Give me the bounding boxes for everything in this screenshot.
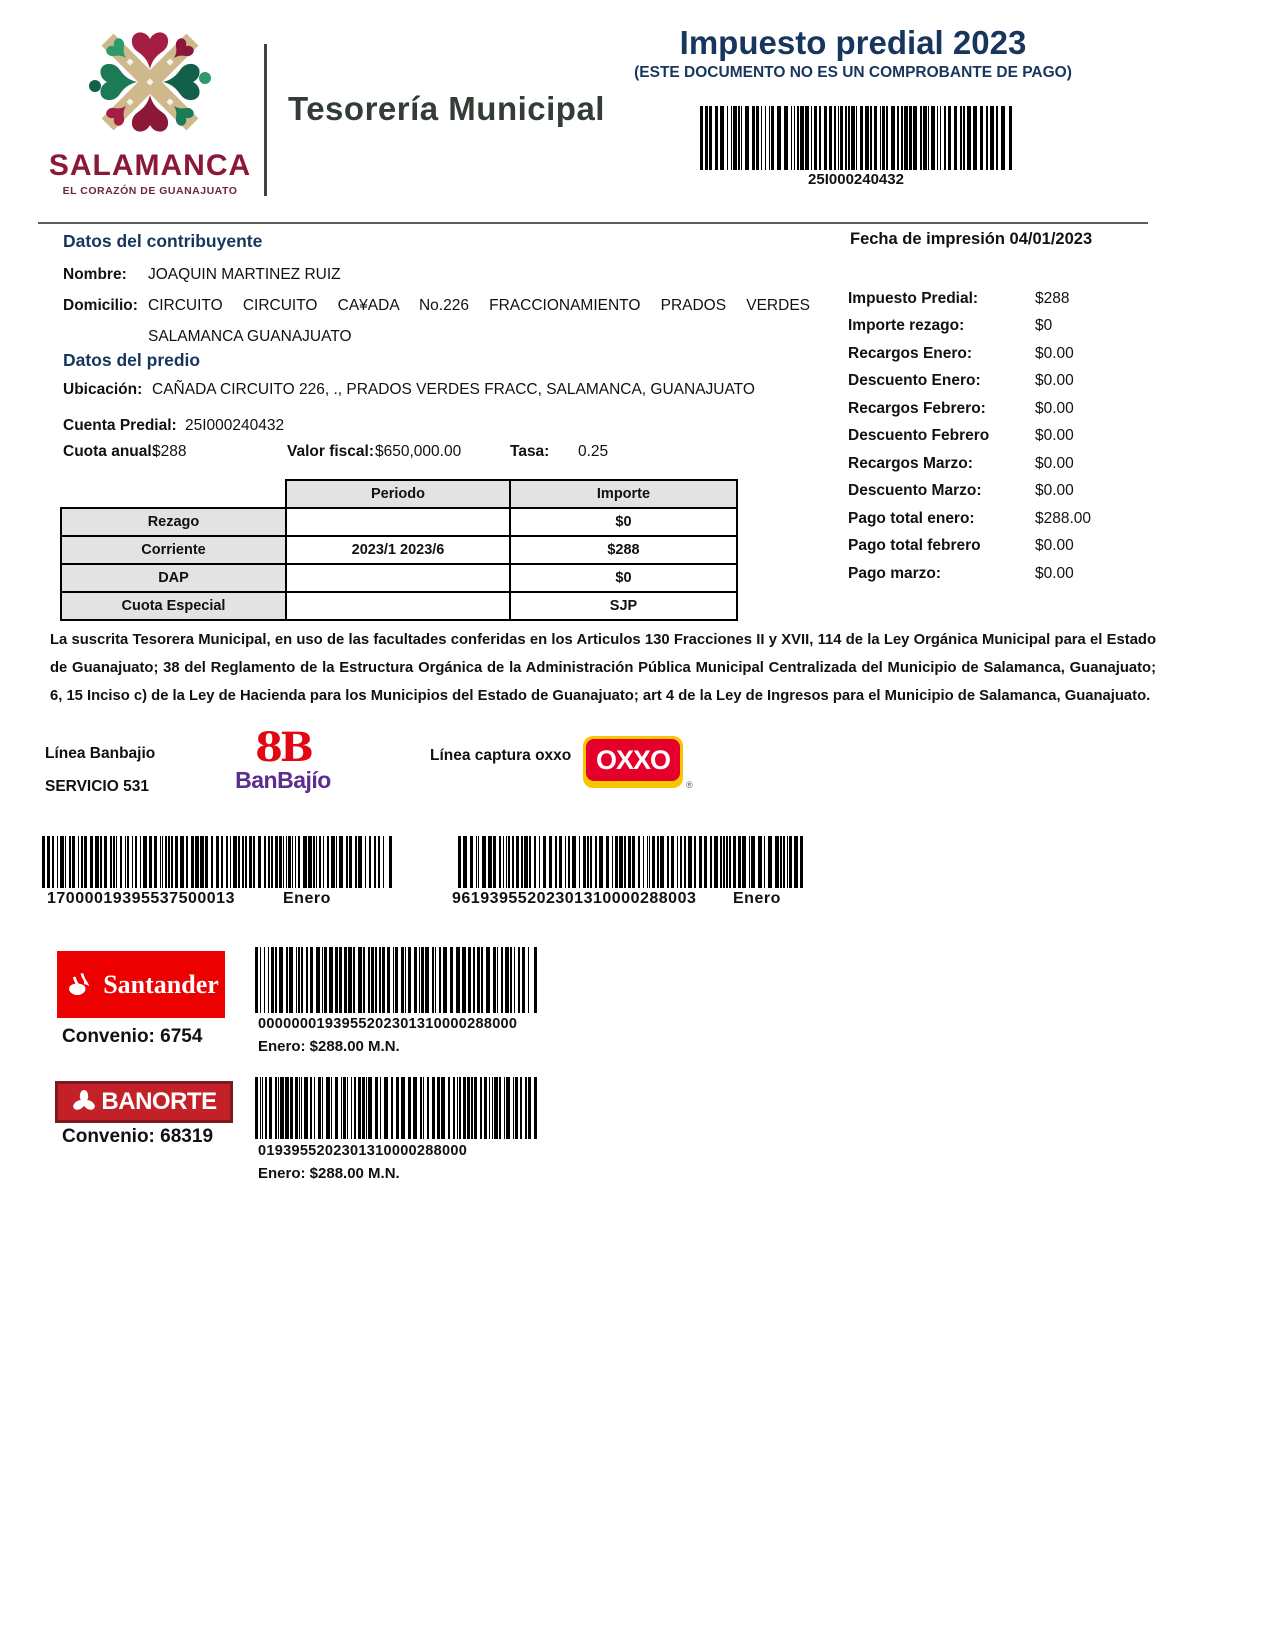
summary-value: $0.00 xyxy=(1035,482,1074,499)
banorte-convenio xyxy=(62,1126,213,1148)
salamanca-logo xyxy=(48,24,252,197)
table-row xyxy=(61,564,737,592)
banorte-convenio-label: Convenio: xyxy=(62,1126,161,1147)
banbajio-month: Enero xyxy=(283,890,331,907)
fiscal-value-label: Valor fiscal: xyxy=(287,443,375,460)
banorte-barcode xyxy=(255,1077,537,1139)
address-line2: SALAMANCA GUANAJUATO xyxy=(148,328,352,345)
row-periodo xyxy=(286,508,510,536)
fiscal-value-value: $650,000.00 xyxy=(375,443,462,460)
santander-convenio xyxy=(62,1026,202,1048)
summary-value: $0.00 xyxy=(1035,345,1074,362)
banorte-barcode-number: 0193955202301310000288000 xyxy=(258,1143,468,1159)
rate-value: 0.25 xyxy=(578,443,609,460)
row-periodo: 2023/1 2023/6 xyxy=(286,536,510,564)
row-importe: $288 xyxy=(510,536,737,564)
brand-tagline: EL CORAZÓN DE GUANAJUATO xyxy=(62,185,238,197)
summary-label: Descuento Enero: xyxy=(848,372,981,389)
page-subtitle: (ESTE DOCUMENTO NO ES UN COMPROBANTE DE PAGO) xyxy=(634,63,1072,81)
santander-convenio-value: 6754 xyxy=(160,1026,203,1047)
print-date-label: Fecha de impresión xyxy=(850,230,1010,248)
summary-label: Impuesto Predial: xyxy=(848,290,979,307)
banorte-amount-line: Enero: $288.00 M.N. xyxy=(258,1165,400,1182)
rate-label: Tasa: xyxy=(510,443,550,460)
oxxo-line-label: Línea captura oxxo xyxy=(430,747,572,764)
address-line1: CIRCUITO CIRCUITO CA¥ADA No.226 FRACCIONAMIENTO PRADOS VERDES xyxy=(148,297,810,314)
summary-value: $0.00 xyxy=(1035,372,1074,389)
summary-value: $0.00 xyxy=(1035,537,1074,554)
account-label: Cuenta Predial: xyxy=(63,417,177,434)
banbajio-logo xyxy=(222,724,344,793)
summary-value: $288.00 xyxy=(1035,510,1092,527)
name-value: JOAQUIN MARTINEZ RUIZ xyxy=(148,266,341,283)
summary-value: $0.00 xyxy=(1035,400,1074,417)
oxxo-logo xyxy=(583,736,683,788)
summary-value: $0 xyxy=(1035,317,1053,334)
santander-amount-line: Enero: $288.00 M.N. xyxy=(258,1038,400,1055)
document-title-block xyxy=(618,26,1088,82)
summary-label: Descuento Marzo: xyxy=(848,482,982,499)
charges-header-row xyxy=(61,480,737,508)
banbajio-wordmark: BanBajío xyxy=(235,767,331,793)
account-barcode xyxy=(700,106,1012,170)
row-label: DAP xyxy=(61,564,286,592)
banorte-logo xyxy=(55,1081,233,1123)
annual-fee-value: $288 xyxy=(152,443,187,460)
summary-label: Recargos Enero: xyxy=(848,345,973,362)
santander-barcode xyxy=(255,947,537,1013)
banorte-convenio-value: 68319 xyxy=(160,1126,214,1147)
row-label: Corriente xyxy=(61,536,286,564)
table-row xyxy=(61,508,737,536)
page-title: Impuesto predial 2023 xyxy=(679,24,1027,61)
account-barcode-number: 25I000240432 xyxy=(808,171,904,188)
banorte-wordmark: BANORTE xyxy=(101,1088,217,1115)
row-periodo xyxy=(286,592,510,620)
location-value: CAÑADA CIRCUITO 226, ., PRADOS VERDES FRACC, SALAMANCA, GUANAJUATO xyxy=(152,381,755,398)
department-title: Tesorería Municipal xyxy=(288,90,605,127)
row-importe: $0 xyxy=(510,508,737,536)
row-importe: $0 xyxy=(510,564,737,592)
santander-convenio-label: Convenio: xyxy=(62,1026,161,1047)
charges-header-periodo: Periodo xyxy=(286,480,510,508)
banbajio-barcode-number: 17000019395537500013 xyxy=(47,890,235,907)
santander-wordmark: Santander xyxy=(103,969,219,999)
print-date xyxy=(850,230,1092,249)
summary-label: Pago marzo: xyxy=(848,565,942,582)
table-row xyxy=(61,536,737,564)
charges-header-importe: Importe xyxy=(510,480,737,508)
summary-value: $288 xyxy=(1035,290,1070,307)
summary-label: Pago total febrero xyxy=(848,537,981,554)
santander-barcode-number: 0000000193955202301310000288000 xyxy=(258,1016,518,1032)
oxxo-barcode xyxy=(458,836,803,888)
banbajio-service: SERVICIO 531 xyxy=(45,778,149,795)
charges-header-blank xyxy=(61,480,286,508)
row-label: Rezago xyxy=(61,508,286,536)
summary-label: Pago total enero: xyxy=(848,510,975,527)
oxxo-wordmark: OXXO xyxy=(586,739,680,781)
charges-table xyxy=(60,479,738,621)
print-date-value: 04/01/2023 xyxy=(1009,230,1093,248)
table-row xyxy=(61,592,737,620)
santander-flame-icon xyxy=(63,967,97,1003)
legal-text: La suscrita Tesorera Municipal, en uso de las facultades conferidas en los Articulos 130 Fracciones II y XVII, 114 de la Ley Orgánica Municipal para el Estado de Guanajuato; 38 del Reglamento de la Estructura Orgánica de la Administración Pública Municipal Centralizada del Municipio de Salamanca, Guanajuato; 6, 15 Inciso c) de la Ley de Hacienda para los Municipios del Estado de Guanajuato; art 4 de la Ley de Ingresos para el Municipio de Salamanca, Guanajuato. xyxy=(50,632,1156,704)
section-title-predio: Datos del predio xyxy=(63,350,201,370)
oxxo-month: Enero xyxy=(733,890,781,907)
brand-name: SALAMANCA xyxy=(48,149,252,182)
oxxo-registered-mark: ® xyxy=(686,780,693,790)
salamanca-emblem-icon xyxy=(75,24,225,144)
summary-value: $0.00 xyxy=(1035,455,1074,472)
name-label: Nombre: xyxy=(63,266,127,283)
summary-value: $0.00 xyxy=(1035,427,1074,444)
oxxo-barcode-number: 96193955202301310000288003 xyxy=(452,890,697,907)
address-label: Domicilio: xyxy=(63,297,138,314)
summary-label: Importe rezago: xyxy=(848,317,965,334)
santander-logo xyxy=(57,951,225,1018)
banorte-propeller-icon xyxy=(71,1089,97,1115)
section-title-contribuyente: Datos del contribuyente xyxy=(63,231,263,251)
account-value: 25I000240432 xyxy=(185,417,285,434)
row-periodo xyxy=(286,564,510,592)
row-label: Cuota Especial xyxy=(61,592,286,620)
annual-fee-label: Cuota anual: xyxy=(63,443,157,460)
summary-label: Recargos Marzo: xyxy=(848,455,973,472)
banbajio-barcode xyxy=(42,836,392,888)
banbajio-monogram-icon: 8B xyxy=(255,724,311,771)
summary-label: Descuento Febrero xyxy=(848,427,990,444)
header-rule xyxy=(38,222,1148,224)
header-divider xyxy=(264,44,267,196)
location-label: Ubicación: xyxy=(63,381,143,398)
summary-label: Recargos Febrero: xyxy=(848,400,986,417)
banbajio-line-label: Línea Banbajio xyxy=(45,745,156,762)
summary-value: $0.00 xyxy=(1035,565,1074,582)
row-importe: SJP xyxy=(510,592,737,620)
